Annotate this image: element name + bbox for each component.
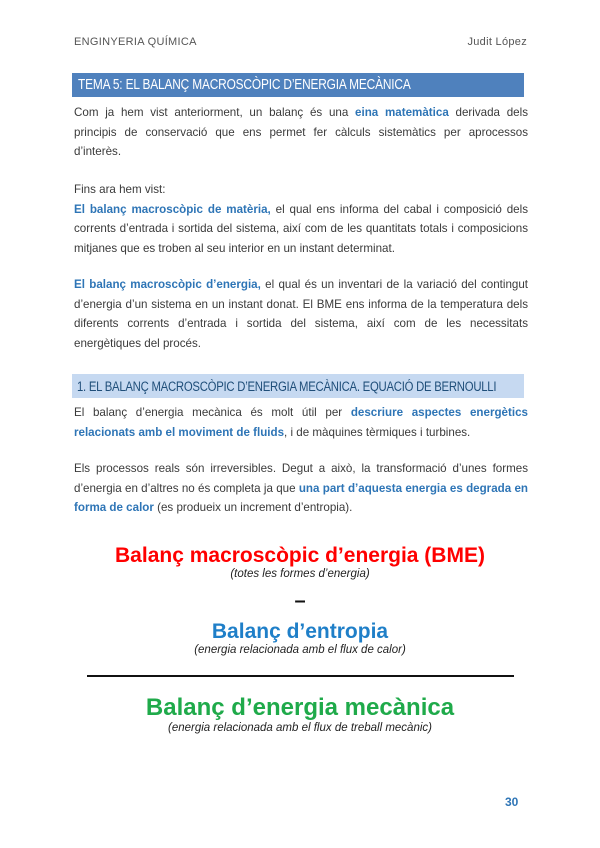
mecanica-highlight: descriure aspectes energètics relacionats amb el moviment de fluids <box>74 406 528 439</box>
header-author: Judit López <box>467 36 527 48</box>
processos-text: Els processos reals són irreversibles. Degut a això, la transformació d’unes formes d’energia en d’altres no és completa ja que <box>74 462 528 495</box>
mecanica-subtitle: (energia relacionada amb el flux de treball mecànic) <box>167 722 432 734</box>
entropia-block <box>0 620 600 656</box>
mecanica-block <box>0 694 600 734</box>
materia-paragraph <box>74 180 528 258</box>
header-course: ENGINYERIA QUÍMICA <box>74 36 197 48</box>
processos-paragraph <box>74 459 528 518</box>
entropia-title: Balanç d’entropia <box>211 620 389 643</box>
energia-text: el qual és un inventari de la variació del contingut d’energia d’un sistema en un instant donat. El BME ens informa de la temperatura dels diferents corrents d’entrada i sortida del sistema, així com de les necessitats energètiques del procés. <box>74 278 529 350</box>
section-title <box>72 374 524 398</box>
equation-divider <box>87 675 514 677</box>
mecanica-text-end: , i de màquines tèrmiques i turbines. <box>284 425 471 439</box>
energia-paragraph <box>74 275 528 353</box>
materia-highlight: El balanç macroscòpic de matèria, <box>74 202 271 216</box>
intro-highlight: eina matemàtica <box>355 106 449 119</box>
bme-block <box>0 544 600 580</box>
fins-ara-text: Fins ara hem vist: <box>74 183 166 196</box>
materia-text: el qual ens informa del cabal i composició dels corrents d’entrada i sortida del sistema, així com de les quantitats totals i composicions mitjanes que es troben al seu interior en un instant determinat. <box>74 202 529 255</box>
bme-subtitle: (totes les formes d’energia) <box>230 568 370 580</box>
intro-text-end: derivada dels principis de conservació que ens permet fer càlculs sistemàtics per aprocessos d’interès. <box>74 106 528 158</box>
mecanica-text: El balanç d’energia mecànica és molt útil per <box>74 406 351 419</box>
minus-sign: – <box>294 590 306 612</box>
mecanica-paragraph <box>74 403 528 442</box>
chapter-title-text: TEMA 5: EL BALANÇ MACROSCÒPIC D’ENERGIA MECÀNICA <box>78 77 411 93</box>
chapter-title <box>72 73 524 97</box>
section-title-text: 1. EL BALANÇ MACROSCÒPIC D’ENERGIA MECÀNICA. EQUACIÓ DE BERNOULLI <box>77 378 497 394</box>
bme-title: Balanç macroscòpic d’energia (BME) <box>115 544 485 567</box>
energia-highlight: El balanç macroscòpic d’energia, <box>74 278 261 291</box>
page-header <box>74 36 527 48</box>
processos-text-end: (es produeix un increment d’entropia). <box>153 501 353 514</box>
mecanica-title: Balanç d’energia mecànica <box>145 694 455 721</box>
page-number: 30 <box>505 795 519 809</box>
intro-paragraph <box>74 103 528 162</box>
processos-highlight: una part d’aquesta energia es degrada en forma de calor <box>74 481 528 514</box>
intro-text: Com ja hem vist anteriorment, un balanç és una <box>74 106 356 119</box>
entropia-subtitle: (energia relacionada amb el flux de calor) <box>194 644 406 656</box>
